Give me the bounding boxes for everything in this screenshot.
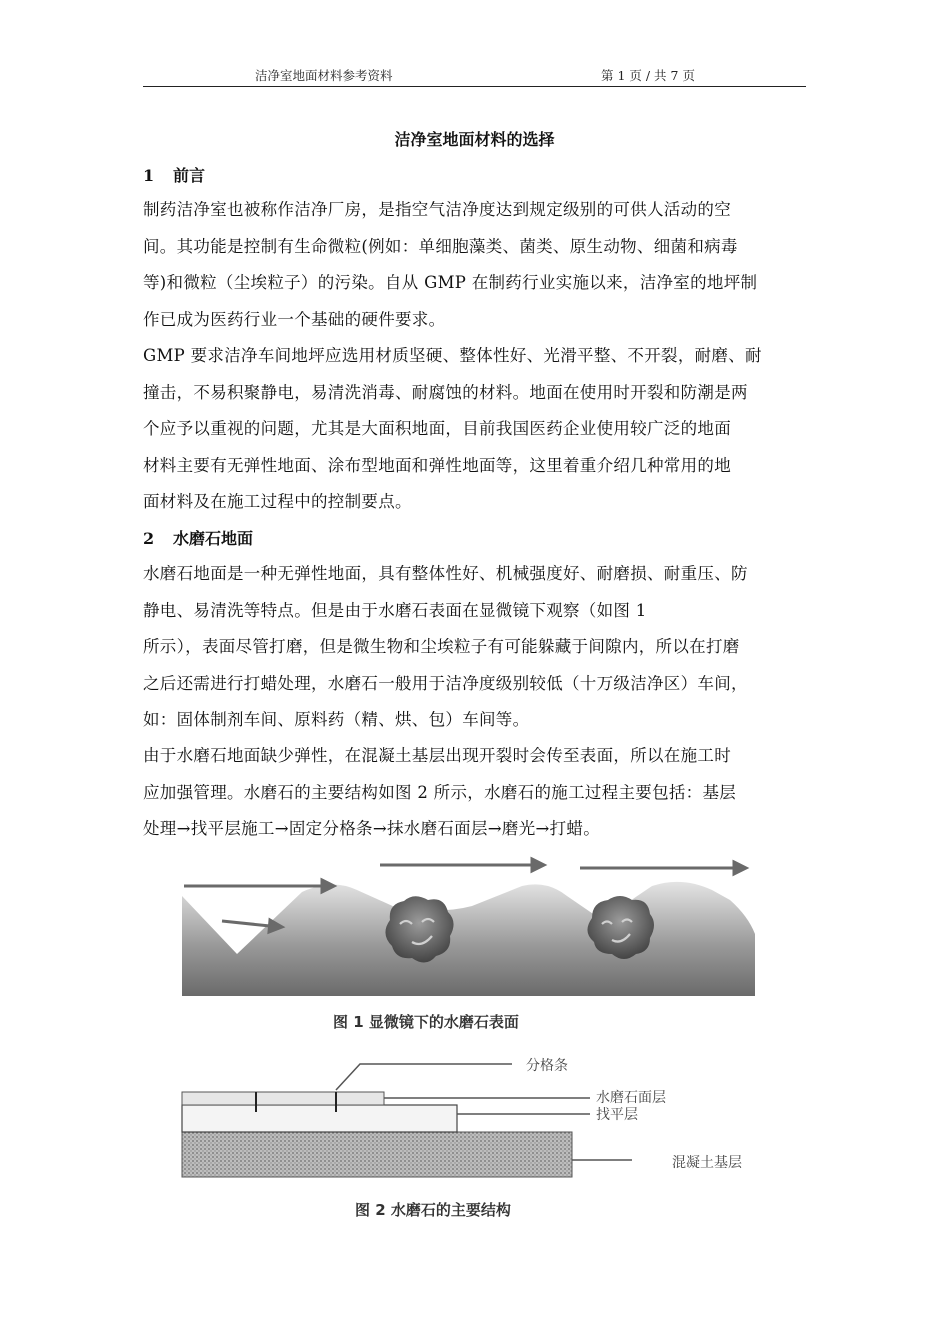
text-line: 材料主要有无弹性地面、涂布型地面和弹性地面等，这里着重介绍几种常用的地 bbox=[143, 455, 731, 475]
page-header bbox=[143, 62, 806, 87]
text-line: 面材料及在施工过程中的控制要点。 bbox=[143, 492, 412, 511]
paragraph-terrazzo-1 bbox=[143, 556, 808, 739]
text-line: 等)和微粒（尘埃粒子）的污染。自从 GMP 在制药行业实施以来，洁净室的地坪制 bbox=[143, 273, 758, 292]
section-heading-1 bbox=[143, 163, 205, 186]
label-concrete-base: 混凝土基层 bbox=[672, 1155, 742, 1171]
text-line: 静电、易清洗等特点。但是由于水磨石表面在显微镜下观察（如图 1 bbox=[143, 600, 647, 620]
label-terrazzo-surface: 水磨石面层 bbox=[596, 1090, 666, 1106]
header-doc-title: 洁净室地面材料参考资料 bbox=[255, 68, 393, 83]
text-line: 所示），表面尽管打磨，但是微生物和尘埃粒子有可能躲藏于间隙内，所以在打磨 bbox=[143, 637, 740, 656]
section-title: 水磨石地面 bbox=[173, 529, 254, 548]
paragraph-intro-2 bbox=[143, 338, 808, 521]
dust-particle bbox=[385, 896, 453, 962]
text-line: 之后还需进行打蜡处理，水磨石一般用于洁净度级别较低（十万级洁净区）车间， bbox=[143, 673, 748, 693]
text-line: 应加强管理。水磨石的主要结构如图 2 所示，水磨石的施工过程主要包括：基层 bbox=[143, 782, 737, 802]
section-number: 2 bbox=[143, 529, 155, 548]
text-line: 撞击，不易积聚静电，易清洗消毒、耐腐蚀的材料。地面在使用时开裂和防潮是两 bbox=[143, 382, 748, 402]
label-divider-strip: 分格条 bbox=[526, 1058, 568, 1074]
leveling-layer bbox=[182, 1105, 457, 1132]
section-number: 1 bbox=[143, 166, 155, 185]
section-heading-2 bbox=[143, 526, 253, 549]
leader-divider bbox=[336, 1064, 512, 1090]
text-line: 如：固体制剂车间、原料药（精、烘、包）车间等。 bbox=[143, 710, 530, 729]
figure-2-caption: 图 2 水磨石的主要结构 bbox=[355, 1201, 511, 1219]
surface-profile bbox=[182, 882, 755, 996]
header-page-number: 第 1 页 / 共 7 页 bbox=[601, 68, 695, 83]
text-line: 由于水磨石地面缺少弹性，在混凝土基层出现开裂时会传至表面，所以在施工时 bbox=[143, 746, 731, 765]
concrete-base-layer bbox=[182, 1132, 572, 1177]
document-title: 洁净室地面材料的选择 bbox=[394, 130, 555, 149]
text-line: GMP 要求洁净车间地坪应选用材质坚硬、整体性好、光滑平整、不开裂，耐磨、耐 bbox=[143, 346, 762, 365]
paragraph-intro-1 bbox=[143, 192, 808, 338]
text-line: 处理→找平层施工→固定分格条→抹水磨石面层→磨光→打蜡。 bbox=[143, 819, 601, 838]
text-line: 水磨石地面是一种无弹性地面，具有整体性好、机械强度好、耐磨损、耐重压、防 bbox=[143, 564, 748, 583]
label-leveling-layer: 找平层 bbox=[596, 1107, 638, 1123]
text-line: 间。其功能是控制有生命微粒(例如：单细胞藻类、菌类、原生动物、细菌和病毒 bbox=[143, 236, 738, 256]
text-line: 作已成为医药行业一个基础的硬件要求。 bbox=[143, 309, 446, 329]
terrazzo-surface-layer bbox=[182, 1092, 384, 1105]
text-line: 制药洁净室也被称作洁净厂房，是指空气洁净度达到规定级别的可供人活动的空 bbox=[143, 200, 731, 219]
paragraph-terrazzo-2 bbox=[143, 738, 808, 848]
figure-1-microscope-surface bbox=[182, 856, 762, 1004]
section-title: 前言 bbox=[173, 166, 206, 185]
figure-1-caption: 图 1 显微镜下的水磨石表面 bbox=[333, 1013, 519, 1031]
text-line: 个应予以重视的问题，尤其是大面积地面，目前我国医药企业使用较广泛的地面 bbox=[143, 419, 731, 438]
